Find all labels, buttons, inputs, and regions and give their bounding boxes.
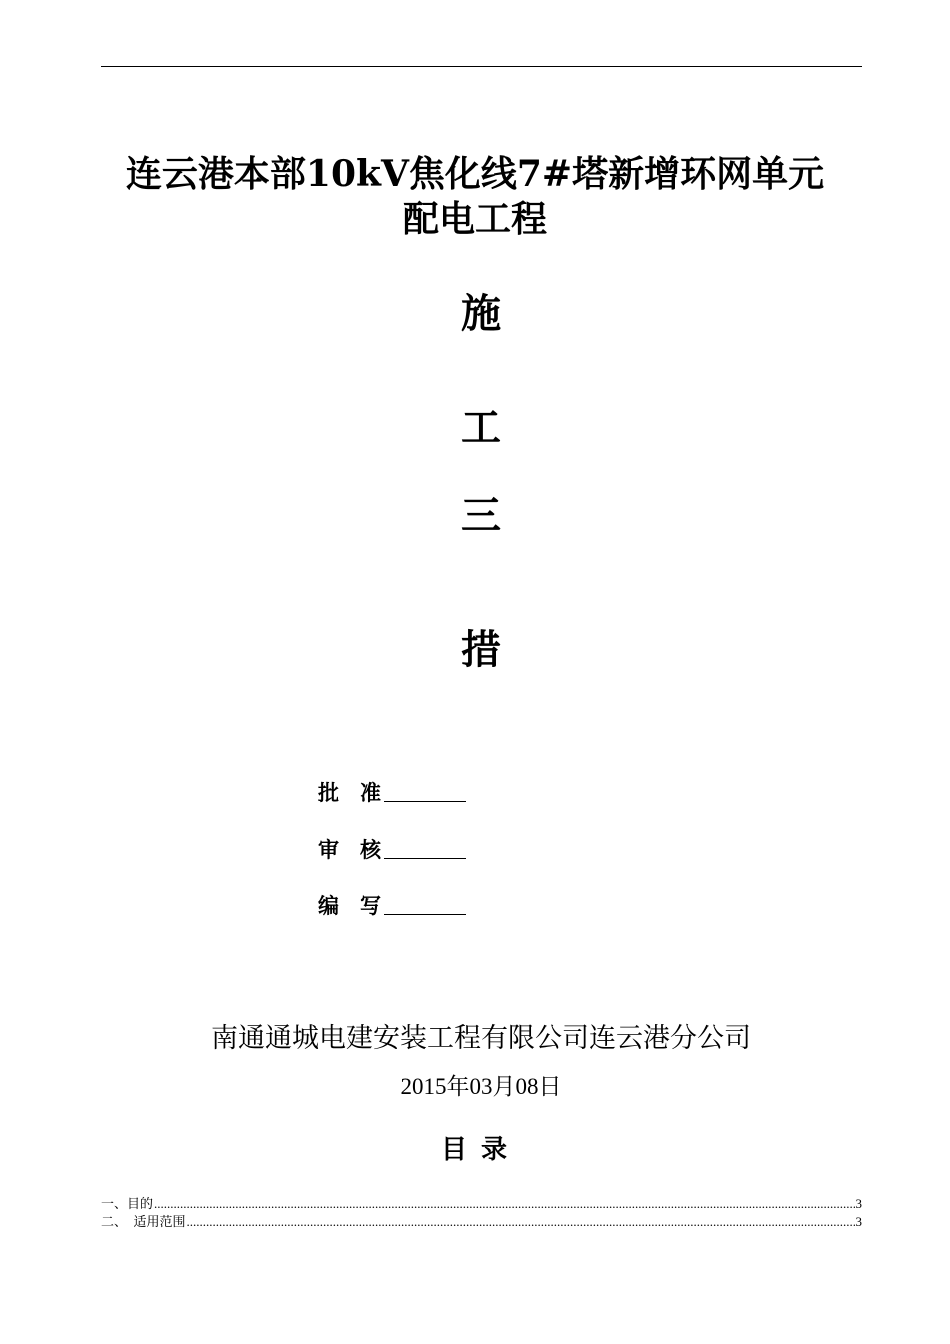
toc-item-page: 3	[855, 1214, 862, 1229]
toc-item-page: 3	[855, 1196, 862, 1211]
doc-type-char-3: 三	[461, 493, 501, 539]
toc-title: 目录	[440, 1135, 521, 1165]
toc-item[interactable]	[101, 1213, 862, 1231]
approve-signature-line	[384, 801, 466, 802]
doc-type-char-4: 措	[461, 627, 501, 673]
toc-item-label: 二、 适用范围	[101, 1214, 186, 1229]
header-rule	[101, 66, 862, 67]
table-of-contents	[101, 1195, 862, 1231]
doc-type-char-1: 施	[461, 291, 501, 337]
review-label: 审 核	[318, 838, 381, 862]
write-signature-line	[384, 914, 466, 915]
toc-item-label: 一、目的	[101, 1196, 154, 1211]
toc-leader-dots	[154, 1195, 854, 1213]
document-date: 2015年03月08日	[400, 1074, 562, 1099]
toc-leader-dots	[187, 1213, 855, 1231]
approve-label: 批 准	[318, 781, 381, 805]
company-name: 南通通城电建安装工程有限公司连云港分公司	[211, 1023, 751, 1054]
write-row	[318, 893, 466, 919]
review-row	[318, 837, 466, 863]
approve-row	[318, 780, 466, 806]
document-title-line-1: 连云港本部10kV焦化线7#塔新增环网单元	[125, 153, 825, 195]
review-signature-line	[384, 858, 466, 859]
toc-item[interactable]	[101, 1195, 862, 1213]
write-label: 编 写	[318, 894, 381, 918]
doc-type-char-2: 工	[461, 405, 501, 451]
document-title-line-2: 配电工程	[402, 198, 547, 240]
